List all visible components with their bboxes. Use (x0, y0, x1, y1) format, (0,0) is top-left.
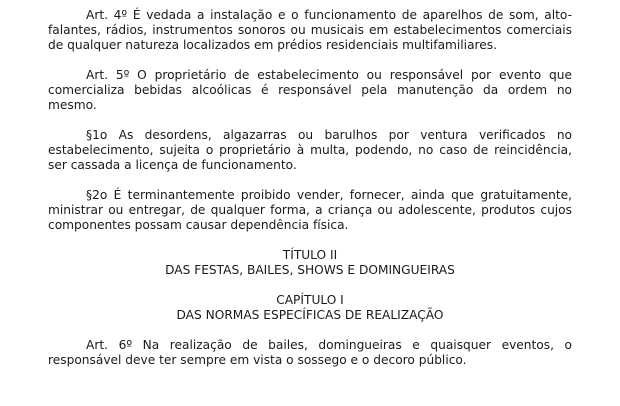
title-label: TÍTULO II (282, 248, 338, 262)
title-heading (48, 248, 572, 278)
title-name: DAS FESTAS, BAILES, SHOWS E DOMINGUEIRAS (165, 263, 455, 277)
chapter-label: CAPÍTULO I (276, 293, 344, 307)
chapter-name: DAS NORMAS ESPECÍFICAS DE REALIZAÇÃO (176, 308, 444, 322)
article-4: Art. 4º É vedada a instalação e o funcionamento de aparelhos de som, alto-falantes, rádios, instrumentos sonoros ou musicais em estabelecimentos comerciais de qualquer natureza localizados em prédios residenciais multifamiliares. (48, 8, 572, 52)
chapter-heading (48, 293, 572, 323)
article-5-paragraph-1: §1o As desordens, algazarras ou barulhos por ventura verificados no estabelecimento, sujeita o proprietário à multa, podendo, no caso de reincidência, ser cassada a licença de funcionamento. (48, 128, 572, 172)
article-5: Art. 5º O proprietário de estabelecimento ou responsável por evento que comercializa bebidas alcoólicas é responsável pela manutenção da ordem no mesmo. (48, 68, 572, 112)
document-page (48, 8, 572, 368)
article-5-paragraph-2: §2o É terminantemente proibido vender, fornecer, ainda que gratuitamente, ministrar ou entregar, de qualquer forma, a criança ou adolescente, produtos cujos componentes possam causar dependência física. (48, 188, 572, 232)
article-6: Art. 6º Na realização de bailes, domingueiras e quaisquer eventos, o responsável deve ter sempre em vista o sossego e o decoro público. (48, 338, 572, 367)
